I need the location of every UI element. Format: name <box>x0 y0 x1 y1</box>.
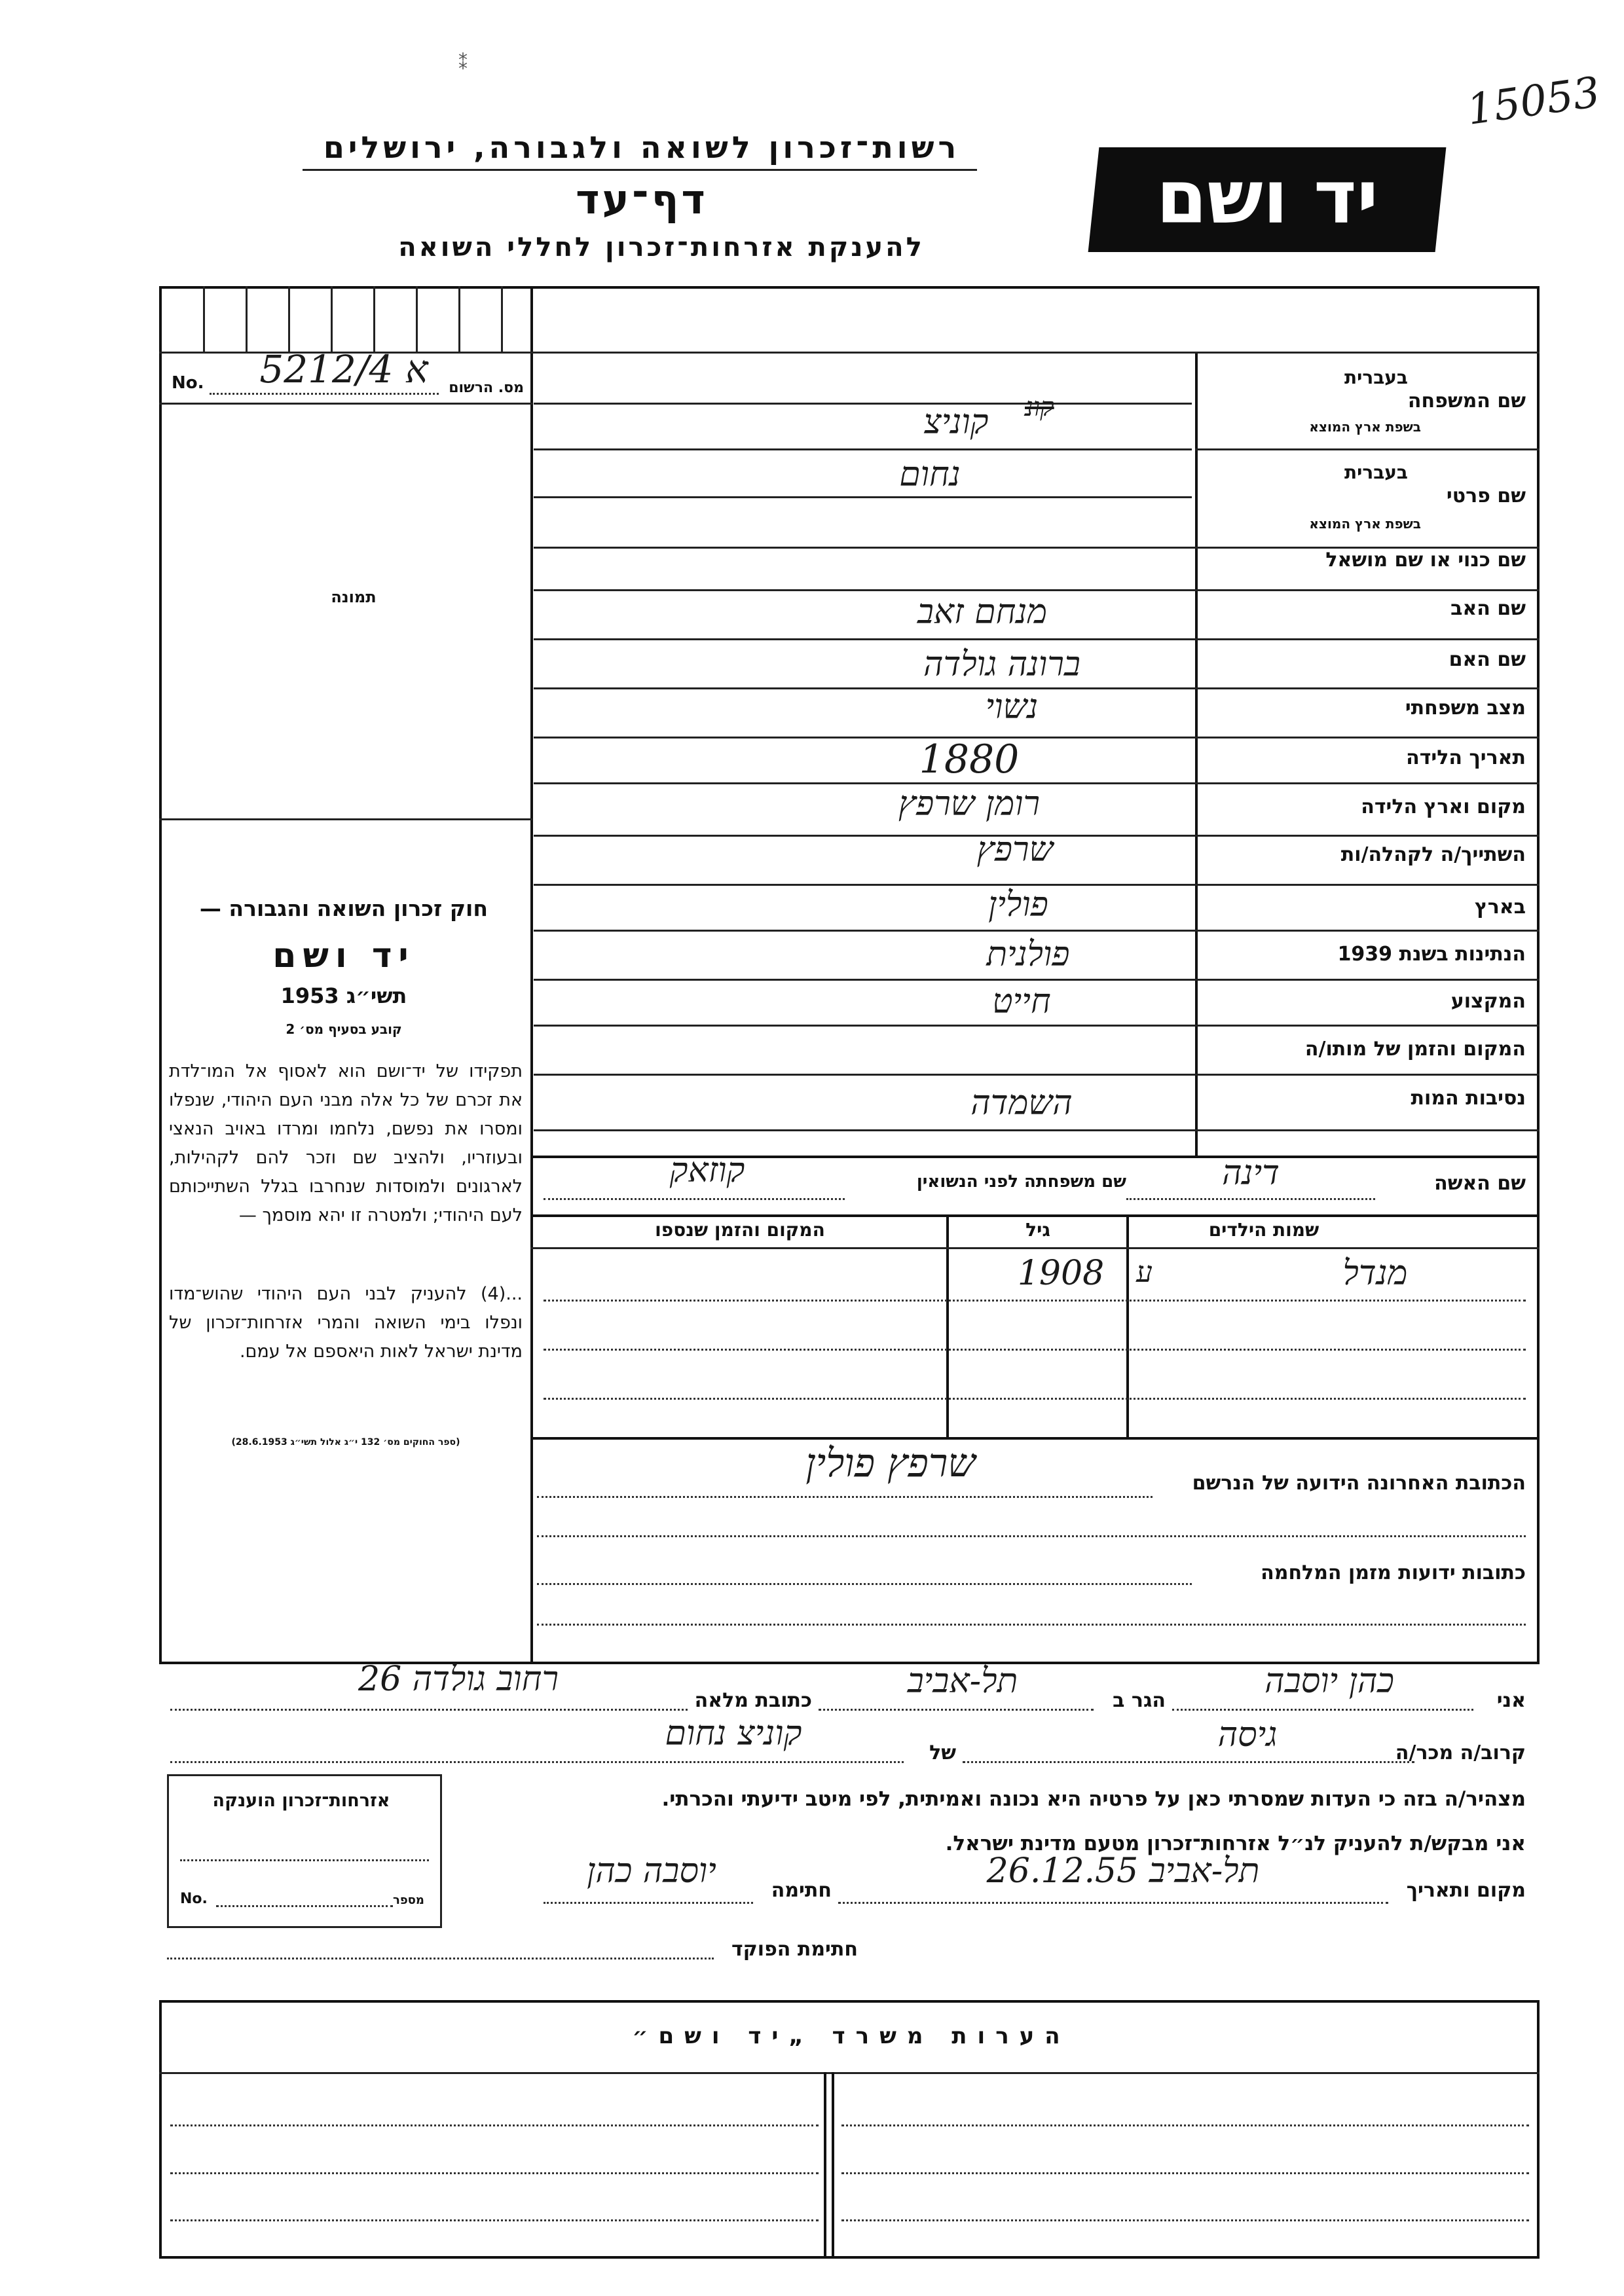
grid-strip-cell <box>246 286 248 352</box>
country-line <box>534 930 1540 932</box>
grid-strip-cell <box>288 286 290 352</box>
page-subtitle: להענקת אזרחות־זכרון לחללי השואה <box>398 232 925 263</box>
birth-place-label: מקום וארץ הלידה <box>1361 795 1526 818</box>
remarks-dotted-right-2 <box>841 2172 1529 2174</box>
authority-name: רשות־זכרון לשואה ולגבורה, ירושלים <box>323 130 961 165</box>
registration-dotted-line <box>210 393 439 395</box>
age-label: גיל <box>1025 1219 1050 1241</box>
remarks-dotted-left-3 <box>170 2219 819 2221</box>
grid-strip-cell <box>373 286 375 352</box>
grid-strip-cell <box>331 286 333 352</box>
maiden-label: שם משפחתה לפני הנשואין <box>916 1172 1126 1192</box>
death-circ-label: נסיבות המות <box>1411 1087 1526 1110</box>
declarant-dotted <box>1172 1709 1473 1711</box>
granted-box-number-dotted <box>216 1905 393 1907</box>
signature-label: חתימה <box>771 1879 832 1902</box>
first-name-value: נחום <box>899 455 961 494</box>
wife-value: דינה <box>1222 1154 1280 1193</box>
scan-speck: ⁑ <box>458 52 468 74</box>
officer-signature-label: חתימת הפוקד <box>731 1938 858 1961</box>
wife-label: שם האשה <box>1434 1172 1526 1195</box>
citizenship-value: פולנית <box>986 935 1070 974</box>
father-value: מנחם זאב <box>917 592 1048 632</box>
remarks-dotted-left-2 <box>170 2172 819 2174</box>
mother-value: ברונה גולדה <box>923 645 1080 684</box>
labels-column-divider <box>1195 352 1198 1157</box>
law-name: יד ושם <box>272 936 415 975</box>
yad-vashem-logo <box>1088 147 1447 252</box>
address-left-border <box>530 1437 533 1663</box>
family-in-hebrew: בעברית <box>1344 367 1408 388</box>
last-address-dotted-1 <box>537 1496 1153 1498</box>
children-dotted-row-1 <box>544 1300 1526 1302</box>
country-value: פולין <box>988 885 1048 924</box>
grid-strip-cell <box>203 286 205 352</box>
profession-value: חייט <box>992 982 1051 1021</box>
death-place-label: המקום והזמן של מותו/ה <box>1304 1038 1526 1061</box>
signature-value: יוסבה כהן <box>587 1851 716 1891</box>
left-column-divider <box>530 286 533 1445</box>
marital-value: נשוי <box>985 687 1039 727</box>
father-line <box>534 638 1540 640</box>
child-mark: ע <box>1136 1256 1153 1289</box>
authority-underline <box>303 169 977 171</box>
city-dotted <box>819 1709 1094 1711</box>
registration-no-label: No. <box>172 373 204 393</box>
nickname-label: שם כנוי או שם מושאל <box>1325 549 1526 572</box>
declarant-value: כהן יוסבה <box>1264 1662 1394 1701</box>
last-address-dotted-2 <box>537 1535 1526 1537</box>
marital-label: מצב משפחתי <box>1405 697 1526 720</box>
family-origin-language: בשפת ארץ המוצא <box>1309 419 1421 435</box>
death-circ-line <box>534 1129 1540 1131</box>
registration-value: א 5212/4 <box>259 347 428 392</box>
father-label: שם האב <box>1450 597 1526 620</box>
wife-bottom-border <box>530 1214 1540 1217</box>
children-label: שמות הילדים <box>1208 1219 1320 1241</box>
birth-place-value: רומן שרפץ <box>898 784 1041 824</box>
declaration-i-label: אני <box>1496 1689 1526 1712</box>
of-name-value: קוניצ נחום <box>665 1714 802 1753</box>
law-source: (ספר החוקים מס׳ 132 י״ג אלול תשי״ג 28.6.1953) <box>231 1437 460 1448</box>
family-bottom-border <box>1195 448 1540 450</box>
war-addresses-dotted-1 <box>537 1583 1192 1585</box>
page-title: דף־עד <box>576 175 708 223</box>
granted-box-dotted-1 <box>180 1859 429 1861</box>
grid-strip-cell <box>458 286 460 352</box>
family-name-label: שם המשפחה <box>1407 390 1526 412</box>
grid-strip-cell <box>416 286 418 352</box>
relation-value: גיסה <box>1217 1715 1278 1755</box>
law-paragraph-1: תפקידו של יד־ושם הוא לאסוף אל המו־לדת את זכרם של כל אלה מבני העם היהודי, שנפלו ומסרו את נפשם, נלחמו ומרדו באויב הנאצי ובעוזריו, ולהציב שם וזכר להם לקהילות, לארגונים ולמוסדות שנחרבו בגלל השתייכותם לעם היהודי; ולמטרה זו יהא מוסמך — <box>169 1061 523 1226</box>
address-dotted <box>170 1709 688 1711</box>
signature-dotted <box>544 1902 753 1904</box>
last-address-value: שרפץ פולין <box>805 1440 976 1486</box>
address-top-border <box>530 1437 1540 1440</box>
law-title: חוק זכרון השואה והגבורה — <box>199 896 489 921</box>
place-date-value: תל-אביב 26.12.55 <box>986 1851 1260 1891</box>
death-circ-value: השמדה <box>970 1084 1073 1123</box>
country-label: בארץ <box>1474 896 1526 919</box>
corner-handwritten-number: 15053 <box>1464 68 1603 135</box>
remarks-col-divider-1 <box>824 2072 826 2259</box>
granted-box-no-label: No. <box>180 1891 208 1907</box>
remarks-col-divider-2 <box>832 2072 834 2259</box>
registration-label: מס. הרשום <box>449 380 524 396</box>
fields-top-border <box>530 352 1540 354</box>
remarks-header-border <box>159 2072 1540 2074</box>
family-line-2 <box>534 448 1192 450</box>
place-date-label: מקום ותאריך <box>1406 1879 1526 1902</box>
community-value: שרפץ <box>976 830 1054 869</box>
birth-date-value: 1880 <box>919 737 1020 782</box>
of-dotted <box>170 1761 904 1763</box>
photo-label: תמונה <box>331 588 377 606</box>
war-addresses-label: כתובות ידועות מזמן המלחמה <box>1261 1561 1526 1584</box>
nickname-line <box>534 589 1540 591</box>
first-name-label: שם פרטי <box>1446 484 1526 507</box>
child-name-value: מנדל <box>1342 1254 1408 1293</box>
remarks-dotted-left-1 <box>170 2124 819 2126</box>
declaration-statement: מצהיר/ה בזה כי העדות שמסרתי כאן על פרטיה היא נכונה ואמיתית, לפי מיטב ידיעתי והכרתי. <box>661 1787 1526 1811</box>
wife-dotted-line <box>1126 1198 1375 1200</box>
children-dotted-row-2 <box>544 1349 1526 1351</box>
declarant-address-value: רחוב גולדה 26 <box>358 1660 559 1699</box>
child-age-value: 1908 <box>1017 1254 1105 1293</box>
last-address-label: הכתובת האחרונה הידועה של הנרשם <box>1192 1472 1526 1495</box>
first-in-hebrew: בעברית <box>1344 462 1408 483</box>
first-line-1 <box>534 496 1192 498</box>
mother-label: שם האם <box>1449 648 1526 671</box>
first-origin-language: בשפת ארץ המוצא <box>1309 516 1421 532</box>
family-name-struck: קונ <box>1025 392 1054 422</box>
declaration-request: אני מבקש/ת להעניק לנ״ל אזרחות־זכרון מטעם מדינת ישראל. <box>945 1832 1526 1855</box>
law-year: תשי״ג 1953 <box>280 983 407 1008</box>
city-value: תל-אביב <box>907 1662 1018 1701</box>
remarks-dotted-right-1 <box>841 2124 1529 2126</box>
remarks-dotted-right-3 <box>841 2219 1529 2221</box>
registration-divider <box>159 403 532 405</box>
grid-strip-cell <box>501 286 503 352</box>
of-label: של <box>929 1741 956 1764</box>
officer-signature-dotted <box>167 1958 714 1959</box>
place-date-dotted <box>838 1902 1388 1904</box>
child-death-label: המקום והזמן שנספו <box>655 1219 825 1241</box>
photo-bottom-border <box>159 818 532 820</box>
law-paragraph-2: ...(4) להעניק לבני העם היהודי שהוש־מדו ונפלו בימי השואה והמרי אזרחות־זכרון של מדינת ישראל לאות היאספם אל עמם. <box>169 1284 523 1362</box>
war-addresses-dotted-2 <box>537 1624 1526 1626</box>
granted-box-title: אזרחות־זכרון הוענקה <box>212 1791 390 1811</box>
logo-text: יד ושם <box>1156 155 1378 240</box>
law-clause: קובע בסעיף מס׳ 2 <box>286 1021 402 1037</box>
remarks-title: הערות משרד „יד ושם״ <box>632 2023 1071 2049</box>
relation-label: קרוב/ה מכר/ה <box>1395 1741 1526 1764</box>
maiden-dotted-line <box>544 1198 845 1200</box>
full-address-label: כתובת מלאה <box>694 1689 812 1712</box>
granted-box-number-label: מספר <box>393 1893 424 1907</box>
community-label: השתייך/ה לקהלה/ות <box>1340 843 1526 866</box>
profession-line <box>534 1025 1540 1027</box>
profession-label: המקצוע <box>1450 990 1526 1013</box>
children-dotted-row-3 <box>544 1398 1526 1400</box>
citizenship-label: הנתינות בשנת 1939 <box>1337 943 1526 966</box>
citizenship-line <box>534 979 1540 981</box>
family-name-value: קוניצ <box>923 403 989 442</box>
resides-label: הגר ב <box>1113 1689 1166 1712</box>
maiden-value: קוזאק <box>669 1151 745 1190</box>
death-place-line <box>534 1074 1540 1076</box>
birth-date-label: תאריך הלידה <box>1406 746 1526 769</box>
relation-dotted <box>963 1761 1414 1763</box>
children-header-border <box>530 1247 1540 1249</box>
